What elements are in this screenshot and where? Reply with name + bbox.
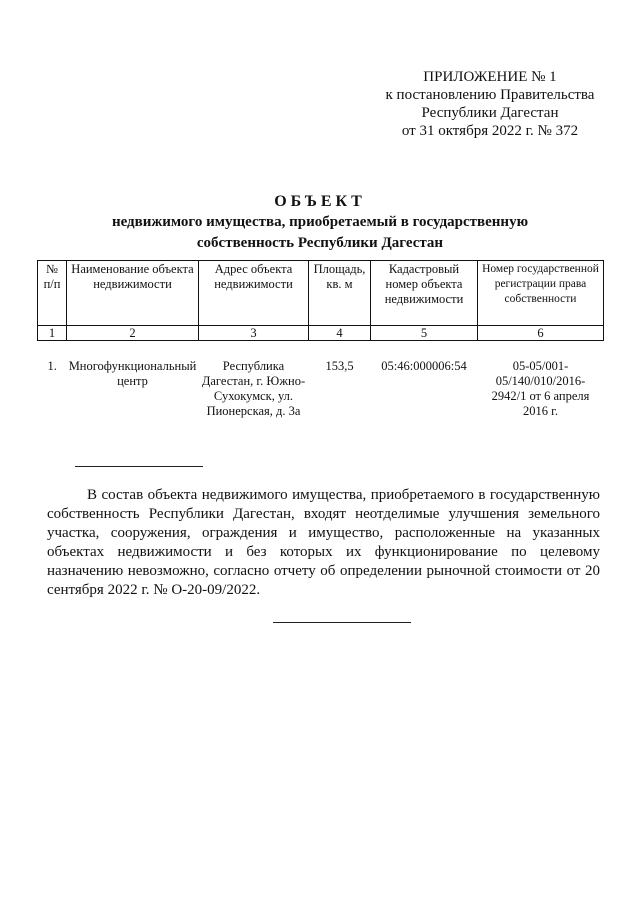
end-divider <box>273 622 411 623</box>
row-cadastral: 05:46:000006:54 <box>381 359 467 373</box>
row-name: Многофункциональный центр <box>68 359 197 388</box>
table-row <box>38 341 604 421</box>
footnote-divider <box>75 466 203 467</box>
column-number: 4 <box>309 326 371 341</box>
header-area: Площадь, кв. м <box>309 261 371 326</box>
column-number: 5 <box>371 326 478 341</box>
title-subtitle-line-2: собственность Республики Дагестан <box>196 235 444 251</box>
column-number: 6 <box>478 326 604 341</box>
appendix-number: ПРИЛОЖЕНИЕ № 1 <box>423 69 557 85</box>
table-header-row <box>38 261 604 326</box>
row-number: 1. <box>47 359 57 373</box>
title-subtitle-line-1: недвижимого имущества, приобретаемый в государственную <box>111 214 529 230</box>
row-registration: 05-05/001-05/140/010/2016-2942/1 от 6 апреля 2016 г. <box>491 359 590 418</box>
composition-paragraph: В состав объекта недвижимого имущества, приобретаемого в государственную собственность Республики Дагестан, входят неотделимые улучшения земельного участка, сооружения, ограждения и имущество, расположенные на указанных объектах недвижимости и без которых их функционирование по целевому назначению невозможно, согласно отчету об определении рыночной стоимости от 20 сентября 2022 г. № О-20-09/2022. <box>47 487 600 598</box>
header-registration: Номер государственной регистрации права собственности <box>478 261 604 326</box>
appendix-header <box>370 68 610 140</box>
column-number: 1 <box>38 326 67 341</box>
column-number: 3 <box>199 326 309 341</box>
header-cadastral: Кадастровый номер объекта недвижимости <box>371 261 478 326</box>
column-numbers-row <box>38 326 604 341</box>
document-title <box>70 193 570 253</box>
header-number: № п/п <box>38 261 67 326</box>
header-name: Наименование объекта недвижимости <box>67 261 199 326</box>
title-main: ОБЪЕКТ <box>274 193 366 210</box>
appendix-government-line: Республики Дагестан <box>421 105 559 121</box>
appendix-date-line: от 31 октября 2022 г. № 372 <box>401 123 579 139</box>
row-area: 153,5 <box>325 359 354 373</box>
header-address: Адрес объекта недвижимости <box>199 261 309 326</box>
appendix-resolution-line: к постановлению Правительства <box>385 87 595 103</box>
row-address: Республика Дагестан, г. Южно-Сухокумск, ул. Пионерская, д. 3а <box>201 359 306 418</box>
column-number: 2 <box>67 326 199 341</box>
property-table <box>37 260 604 420</box>
